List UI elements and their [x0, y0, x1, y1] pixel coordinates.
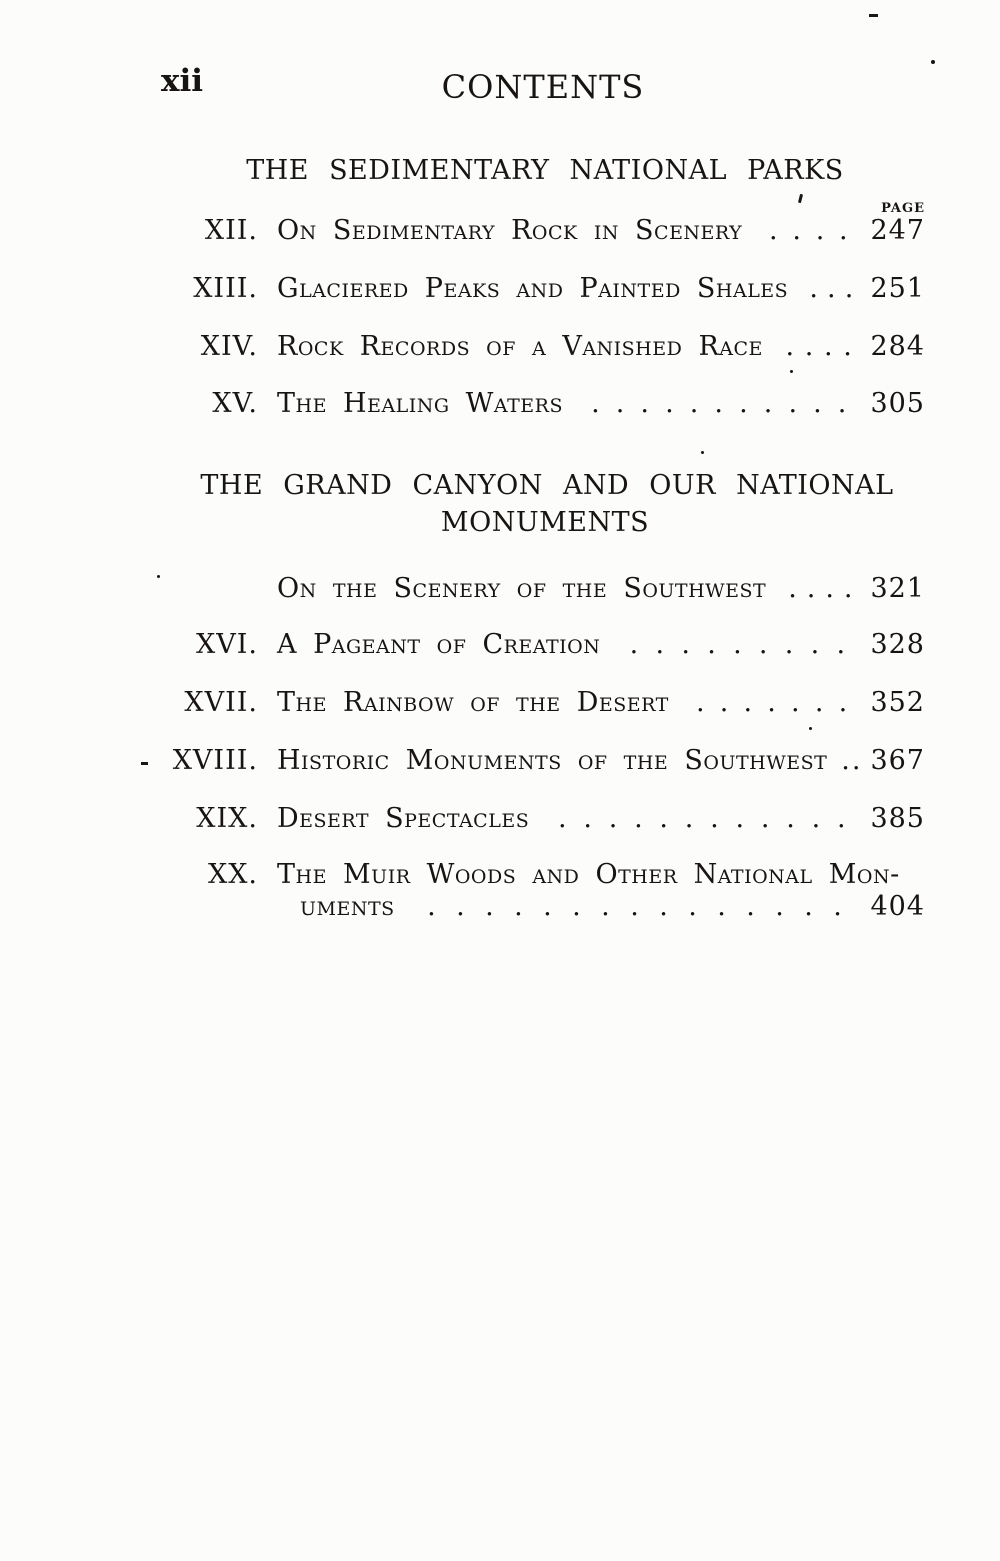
leader-dot: . [836, 804, 846, 834]
leader-dot: . [760, 804, 770, 834]
page-column-label: PAGE [881, 201, 925, 216]
leader-dot: . [689, 389, 699, 419]
leader-dot: . [763, 389, 773, 419]
chapter-title: Rock Records of a Vanished Race [277, 331, 763, 362]
leader-dot: . [707, 630, 716, 660]
leader-dot: . [768, 216, 778, 246]
chapter-numeral: XIV. [200, 331, 258, 362]
leader-dot: . [813, 389, 822, 419]
leader-dot: . [739, 389, 748, 419]
leader-dot: . [655, 630, 665, 660]
leader-dot: . [514, 892, 523, 922]
chapter-title: Desert Spectacles [277, 803, 530, 834]
chapter-title: Glaciered Peaks and Painted Shales [277, 273, 789, 304]
dot-leader [681, 688, 863, 718]
leader-dot: . [659, 804, 669, 834]
toc-entry [100, 274, 925, 304]
leader-dot: . [572, 892, 581, 922]
leader-dot: . [695, 688, 705, 718]
page-number: 404 [870, 891, 925, 922]
chapter-title: A Pageant of Creation [277, 629, 601, 660]
leader-dot: . [710, 804, 719, 834]
scan-artifact [157, 575, 160, 578]
toc-entry-body [277, 630, 925, 660]
leader-dot: . [811, 804, 821, 834]
section-heading-sedimentary: THE SEDIMENTARY NATIONAL PARKS [246, 155, 844, 186]
leader-dot: . [785, 332, 795, 362]
leader-dot: . [784, 630, 794, 660]
toc-entry [100, 216, 925, 246]
leader-dot: . [843, 332, 852, 362]
chapter-title: The Muir Woods and Other National Mon- [277, 859, 900, 890]
leader-dot: . [791, 688, 800, 718]
toc-entry [100, 860, 925, 922]
page-number: 251 [870, 273, 925, 304]
leader-dot: . [837, 389, 847, 419]
toc-entry [100, 574, 925, 604]
leader-dot: . [844, 274, 854, 304]
leader-dot: . [684, 804, 694, 834]
leader-dot: . [775, 892, 784, 922]
page-number: 352 [870, 687, 925, 718]
leader-dot: . [557, 804, 567, 834]
dot-leader [778, 574, 862, 604]
chapter-numeral: XVII. [184, 687, 258, 718]
chapter-numeral: XIII. [193, 273, 258, 304]
leader-dot: . [823, 332, 833, 362]
toc-entry [100, 688, 925, 718]
toc-entry [100, 332, 925, 362]
leader-dot: . [841, 746, 850, 776]
leader-dot: . [743, 688, 753, 718]
toc-entry-body [277, 216, 925, 246]
leader-dot: . [851, 746, 861, 776]
scan-artifact [869, 14, 878, 17]
scan-artifact [790, 370, 793, 373]
leader-dot: . [640, 389, 649, 419]
leader-dot: . [767, 688, 776, 718]
scan-artifact [931, 60, 935, 64]
page-number: 305 [870, 388, 925, 419]
chapter-title-continuation: uments [300, 891, 395, 922]
toc-entry-body [277, 746, 925, 776]
chapter-numeral: XIX. [196, 803, 258, 834]
leader-dot: . [735, 804, 745, 834]
leader-dot: . [427, 892, 436, 922]
toc-entry-body [277, 274, 925, 304]
dot-leader [754, 216, 862, 246]
dot-leader [800, 274, 862, 304]
toc-entry [100, 804, 925, 834]
scan-artifact [141, 762, 148, 765]
leader-dot: . [717, 892, 726, 922]
scan-artifact [798, 194, 803, 203]
dot-leader [612, 630, 862, 660]
leader-dot: . [601, 892, 610, 922]
chapter-numeral: XV. [212, 388, 258, 419]
toc-entry-body [277, 804, 925, 834]
toc-entry-body [277, 860, 925, 922]
leader-dot: . [806, 574, 816, 604]
leader-dot: . [583, 804, 592, 834]
scan-artifact [701, 451, 704, 454]
leader-dot: . [788, 389, 798, 419]
leader-dot: . [839, 216, 848, 246]
dot-leader [775, 332, 863, 362]
dot-leader [407, 892, 863, 922]
leader-dot: . [608, 804, 618, 834]
leader-dot: . [733, 630, 742, 660]
chapter-title: On Sedimentary Rock in Scenery [277, 215, 743, 246]
leader-dot: . [804, 892, 813, 922]
chapter-title: The Rainbow of the Desert [277, 687, 669, 718]
leader-dot: . [615, 389, 625, 419]
leader-dot: . [788, 574, 797, 604]
page-number: 385 [870, 803, 925, 834]
leader-dot: . [809, 274, 818, 304]
page-title: CONTENTS [441, 68, 645, 106]
scan-artifact [809, 727, 812, 730]
leader-dot: . [838, 688, 848, 718]
page-number: 284 [870, 331, 925, 362]
leader-dot: . [629, 630, 639, 660]
leader-dot: . [485, 892, 494, 922]
toc-entry-body [277, 574, 925, 604]
leader-dot: . [665, 389, 674, 419]
leader-dot: . [786, 804, 795, 834]
chapter-title: On the Scenery of the Southwest [277, 573, 767, 604]
leader-dot: . [758, 630, 768, 660]
dot-leader [839, 746, 862, 776]
leader-dot: . [634, 804, 643, 834]
dot-leader [575, 389, 862, 419]
leader-dot: . [714, 389, 724, 419]
leader-dot: . [746, 892, 755, 922]
leader-dot: . [659, 892, 668, 922]
leader-dot: . [827, 274, 836, 304]
chapter-numeral: XVIII. [172, 745, 258, 776]
leader-dot: . [543, 892, 552, 922]
toc-entry [100, 630, 925, 660]
page-number: 367 [870, 745, 925, 776]
dot-leader [541, 804, 862, 834]
chapter-numeral: XX. [207, 859, 258, 890]
leader-dot: . [456, 892, 465, 922]
leader-dot: . [836, 630, 846, 660]
leader-dot: . [719, 688, 729, 718]
section-heading-grand-canyon-line2: MONUMENTS [440, 507, 650, 538]
chapter-numeral: XII. [204, 215, 258, 246]
toc-entry-body [277, 688, 925, 718]
leader-dot: . [833, 892, 842, 922]
leader-dot: . [825, 574, 834, 604]
page-number: 247 [870, 215, 925, 246]
toc-entry [100, 389, 925, 419]
leader-dot: . [630, 892, 639, 922]
leader-dot: . [814, 688, 824, 718]
leader-dot: . [843, 574, 853, 604]
chapter-numeral: XVI. [196, 629, 258, 660]
chapter-title: Historic Monuments of the Southwest [277, 745, 828, 776]
leader-dot: . [591, 389, 600, 419]
page-number: 321 [870, 573, 925, 604]
folio-page-number: xii [161, 63, 204, 99]
page-number: 328 [870, 629, 925, 660]
leader-dot: . [810, 630, 820, 660]
section-heading-grand-canyon-line1: THE GRAND CANYON AND OUR NATIONAL [200, 470, 894, 501]
chapter-title: The Healing Waters [277, 388, 563, 419]
leader-dot: . [688, 892, 697, 922]
toc-entry-line1 [277, 860, 925, 890]
leader-dot: . [681, 630, 690, 660]
toc-entry [100, 746, 925, 776]
toc-entry-line2 [300, 892, 925, 922]
leader-dot: . [792, 216, 801, 246]
leader-dot: . [815, 216, 825, 246]
toc-entry-body [277, 332, 925, 362]
toc-entry-body [277, 389, 925, 419]
leader-dot: . [804, 332, 814, 362]
